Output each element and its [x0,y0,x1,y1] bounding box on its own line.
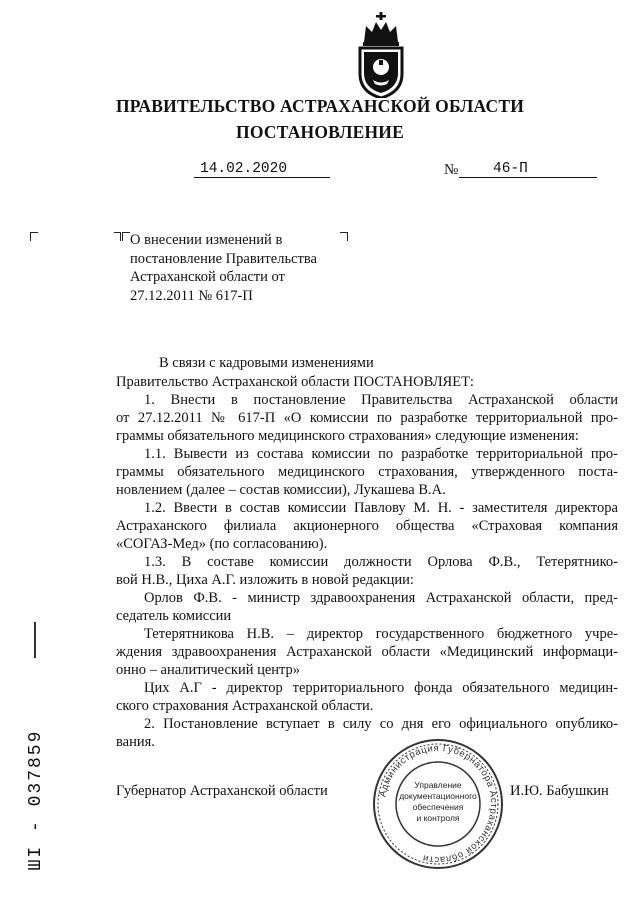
body-line: Тетерятникова Н.В. – директор государственного бюджетного учре- [144,626,618,642]
document-type: ПОСТАНОВЛЕНИЕ [236,122,404,142]
body-line: от 27.12.2011 № 617-П «О комиссии по разработке территориальной про- [116,410,618,426]
number-label: № [444,162,459,178]
body-line: 1.1. Вывести из состава комиссии по разработке территориальной про- [144,446,618,462]
body-line: вой Н.В., Циха А.Г. изложить в новой редакции: [116,572,414,588]
body-line: 1.3. В составе комиссии должности Орлова Ф.В., Тетерятнико- [144,554,618,570]
body-line: вания. [116,734,155,750]
body-line: Астраханского филиала акционерного общества «Страховая компания [116,518,618,534]
signatory-title: Губернатор Астраханской области [116,783,328,799]
body-line: Орлов Ф.В. - министр здравоохранения Астраханской области, пред- [144,590,618,606]
corner-mark [122,232,130,241]
corner-mark [30,232,38,241]
svg-text:Управление: Управление [414,780,462,790]
body-line: ждения здравоохранения Астраханской области «Медицинский информаци- [116,644,618,660]
coat-of-arms-emblem [352,12,410,98]
corner-mark [114,232,121,241]
body-line: граммы обязательного медицинского страхования, утвержденного поста- [116,464,618,480]
serial-number-stamp: ШІ - 037859 [26,729,46,871]
body-line: новлением (далее – состав комиссии), Лукашева В.А. [116,482,446,498]
body-line: Правительство Астраханской области ПОСТАНОВЛЯЕТ: [116,374,474,390]
body-line: 1.2. Ввести в состав комиссии Павлову М. Н. - заместителя директора [144,500,618,516]
body-line: ского страхования Астраханской области. [116,698,374,714]
body-line: 2. Постановление вступает в силу со дня его официального опублико- [144,716,618,732]
svg-text:и контроля: и контроля [416,813,460,823]
body-line: В связи с кадровыми изменениями [159,355,374,371]
government-name: ПРАВИТЕЛЬСТВО АСТРАХАНСКОЙ ОБЛАСТИ [115,96,525,116]
body-line: 1. Внести в постановление Правительства Астраханской области [144,392,618,408]
signatory-name: И.Ю. Бабушкин [510,783,609,799]
document-number: 46-П [459,161,597,178]
svg-text:документационного: документационного [399,791,477,801]
svg-text:обеспечения: обеспечения [412,802,464,812]
document-date: 14.02.2020 [194,161,330,178]
body-line: онно – аналитический центр» [116,662,301,678]
svg-text:Администрация Губернатора Астр: Администрация Губернатора Астраханской области [377,742,500,866]
body-line: Цих А.Г - директор территориального фонда обязательного медицин- [144,680,618,696]
document-subject: О внесении изменений в постановление Правительства Астраханской области от 27.12.2011 № 617-П [130,232,317,304]
body-line: «СОГАЗ-Мед» (по согласованию). [116,536,328,552]
body-line: граммы обязательного медицинского страхования» следующие изменения: [116,428,579,444]
margin-rule [34,622,36,658]
official-seal [370,736,506,872]
body-line: седатель комиссии [116,608,232,624]
